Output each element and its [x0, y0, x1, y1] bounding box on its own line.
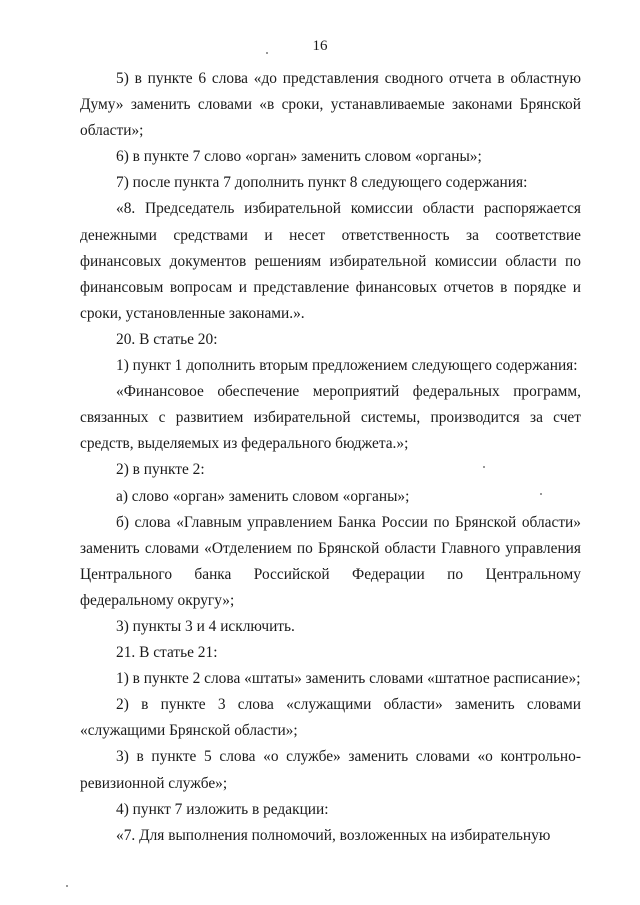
scan-speck [66, 885, 68, 887]
page-number: 16 [312, 38, 328, 54]
paragraph-art21-item-3: 3) в пункте 5 слова «о службе» заменить словами «о контрольно-ревизионной службе»; [80, 748, 581, 792]
paragraph-article-21-heading: 21. В статье 21: [116, 644, 218, 662]
paragraph-item-7-add-clause-8: 7) после пункта 7 дополнить пункт 8 следующего содержания: [116, 174, 528, 192]
paragraph-art20-item-1: 1) пункт 1 дополнить вторым предложением следующего содержания: [116, 357, 578, 375]
paragraph-art21-quoted-clause-7: «7. Для выполнения полномочий, возложенных на избирательную [116, 826, 551, 844]
document-body [80, 66, 581, 849]
scan-speck [483, 466, 485, 468]
paragraph-quoted-clause-8: «8. Председатель избирательной комиссии области распоряжается денежными средствами и несет ответственность за соответствие финансовых документов решениям избирательной комиссии области по финансовым вопросам и представление финансовых отчетов в порядке и сроки, установленные законами.». [80, 200, 581, 322]
paragraph-art20-item-2b: б) слова «Главным управлением Банка России по Брянской области» заменить словами «Отделением по Брянской области Главного управления Центрального банка Российской Федерации по Центральному федеральному округу»; [80, 513, 581, 609]
paragraph-item-6-clause-7: 6) в пункте 7 слово «орган» заменить словом «органы»; [116, 148, 482, 166]
paragraph-art21-item-2: 2) в пункте 3 слова «служащими области» заменить словами «служащими Брянской области»; [80, 696, 581, 740]
paragraph-art20-item-2: 2) в пункте 2: [116, 461, 205, 479]
scan-speck [266, 52, 268, 54]
paragraph-art20-item-2a: а) слово «орган» заменить словом «органы»; [116, 487, 410, 505]
paragraph-item-5-clause-6: 5) в пункте 6 слова «до представления сводного отчета в областную Думу» заменить словами «в сроки, устанавливаемые законами Брянской области»; [80, 70, 581, 140]
paragraph-art20-quoted-sentence: «Финансовое обеспечение мероприятий федеральных программ, связанных с развитием избирательной системы, производится за счет средств, выделяемых из федерального бюджета.»; [80, 383, 581, 453]
paragraph-art20-item-3: 3) пункты 3 и 4 исключить. [116, 617, 295, 635]
scan-speck [540, 493, 542, 495]
paragraph-article-20-heading: 20. В статье 20: [116, 330, 218, 348]
paragraph-art21-item-4: 4) пункт 7 изложить в редакции: [116, 800, 329, 818]
paragraph-art21-item-1: 1) в пункте 2 слова «штаты» заменить словами «штатное расписание»; [116, 670, 581, 688]
